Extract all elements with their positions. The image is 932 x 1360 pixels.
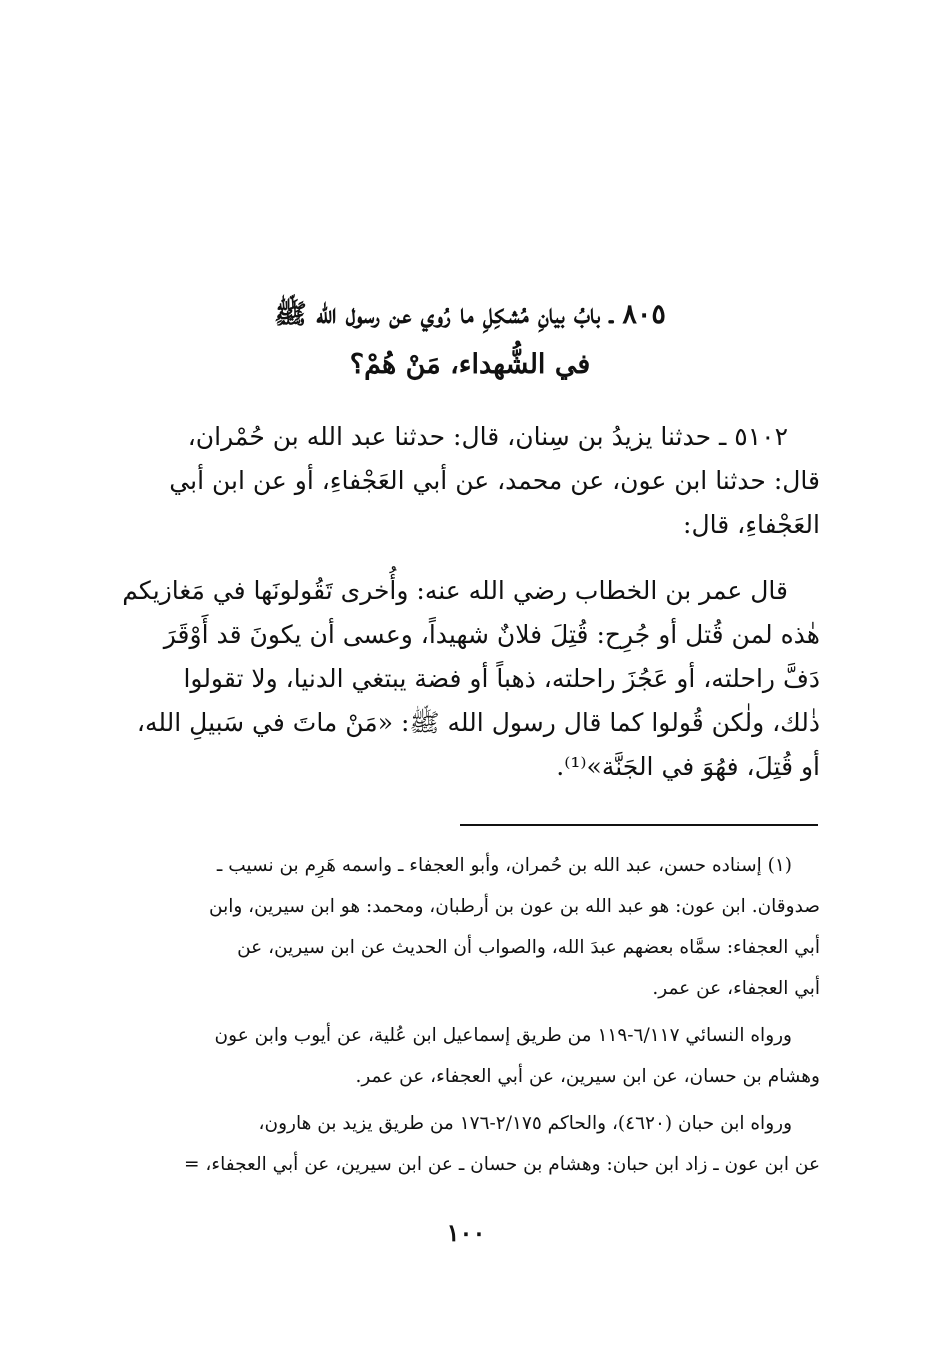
hadith-line: ذٰلك، ولٰكن قُولوا كما قال رسول الله ﷺ: «مَنْ ماتَ في سَبيلِ الله، — [136, 708, 820, 737]
hadith-line: ٥١٠٢ ـ حدثنا يزيدُ بن سِنان، قال: حدثنا عبد الله بن حُمْران، — [187, 422, 788, 451]
footnote-line: ورواه ابن حبان (٤٦٢٠)، والحاكم ٢/١٧٥-١٧٦ من طريق يزيد بن هارون، — [258, 1113, 792, 1134]
hadith-line: قال: حدثنا ابن عون، عن محمد، عن أبي العَجْفاءِ، أو عن ابن أبي — [169, 466, 820, 495]
footnote-line: (١) إسناده حسن، عبد الله بن حُمران، وأبو العجفاء ـ واسمه هَرِم بن نسيب ـ — [216, 855, 792, 876]
chapter-heading — [120, 290, 820, 390]
footnote-line: أبي العجفاء، عن عمر. — [652, 978, 820, 999]
footnotes — [105, 845, 820, 1185]
footnote-line: أبي العجفاء: سمَّاه بعضهم عبدَ الله، والصواب أن الحديث عن ابن سيرين، عن — [237, 937, 820, 958]
footnote-line: عن ابن عون ـ زاد ابن حبان: وهشام بن حسان ـ عن ابن سيرين، عن أبي العجفاء، = — [184, 1154, 820, 1175]
footnote-separator — [460, 824, 818, 826]
footnote-line: صدوقان. ابن عون: هو عبد الله بن عون بن أرطبان، ومحمد: هو ابن سيرين، وابن — [208, 896, 820, 917]
hadith-line: العَجْفاءِ، قال: — [683, 510, 820, 539]
hadith-line: قال عمر بن الخطاب رضي الله عنه: وأُخرى تَقُولونَها في مَغازيكم — [122, 576, 788, 605]
hadith-line: دَفَّ راحلته، أو عَجُزَ راحلته، ذهباً أو فضة يبتغي الدنيا، ولا تقولوا — [183, 664, 820, 693]
hadith-line: هٰذه لمن قُتل أو جُرِح: قُتِلَ فلانٌ شهيداً، وعسى أن يكونَ قد أَوْقَرَ — [163, 620, 820, 649]
hadith-line: أو قُتِلَ، فهُوَ في الجَنَّة»⁽¹⁾. — [556, 752, 820, 781]
page-number: ١٠٠ — [446, 1218, 486, 1247]
chapter-title-line-1: ٨٠٥ ـ بابُ بيانِ مُشكِلِ ما رُوي عن رسول الله ﷺ — [274, 299, 666, 330]
chapter-title-line-2: في الشُّهداء، مَنْ هُمْ؟ — [349, 349, 591, 380]
footnote-line: وهشام بن حسان، عن ابن سيرين، عن أبي العجفاء، عن عمر. — [355, 1066, 820, 1087]
footnote-line: ورواه النسائي ٦/١١٧-١١٩ من طريق إسماعيل ابن عُلية، عن أيوب وابن عون — [214, 1025, 792, 1046]
hadith-text — [112, 415, 820, 789]
